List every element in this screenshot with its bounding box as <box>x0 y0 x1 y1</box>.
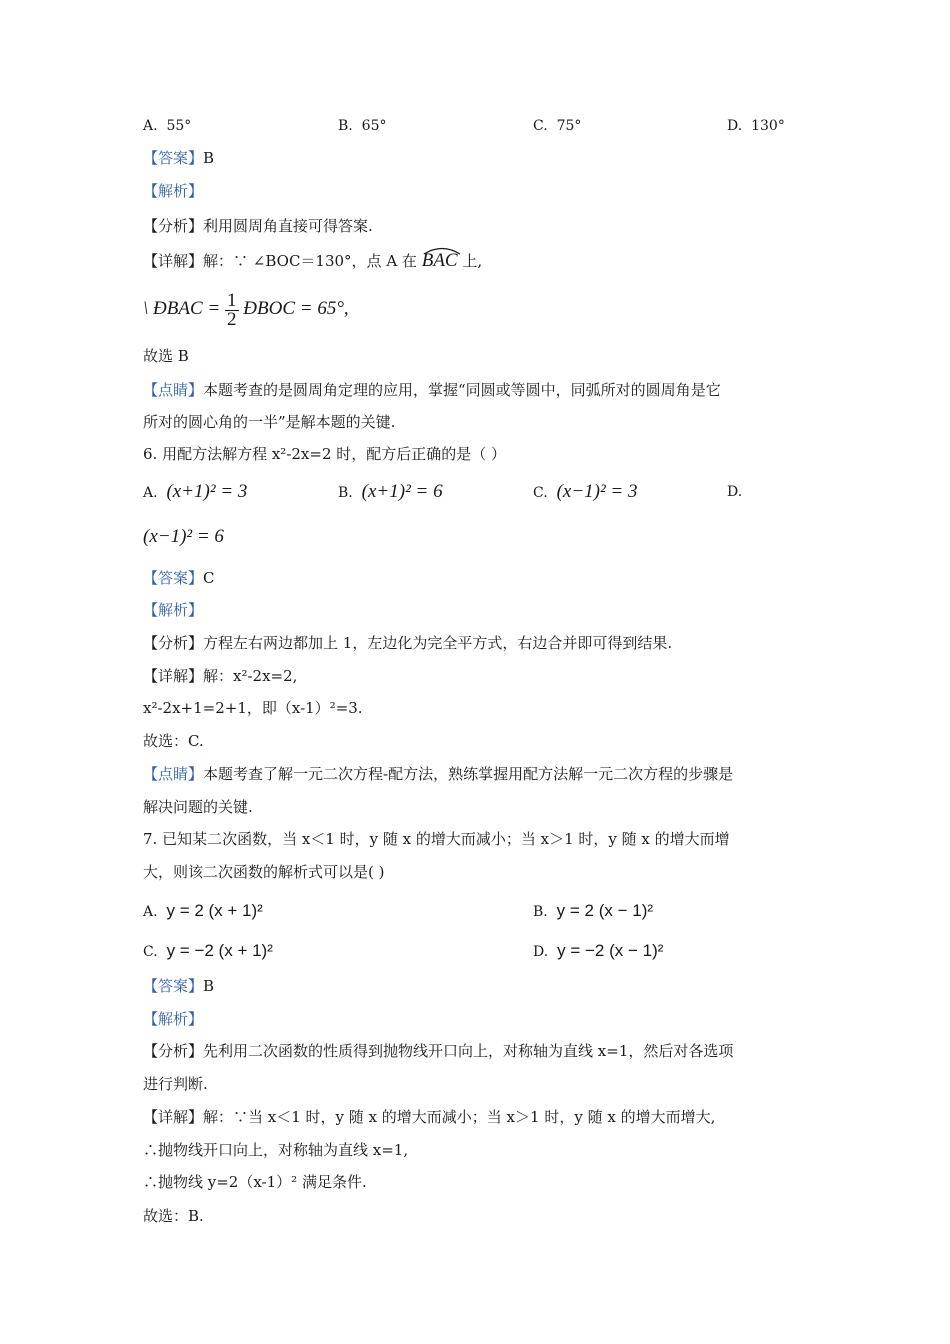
q5-dianjing-2: 所对的圆心角的一半”是解本题的关键. <box>143 413 396 431</box>
q6-option-d-expr: (x−1)² = 6 <box>143 526 224 547</box>
q7-answer: 【答案】B <box>143 977 215 995</box>
q5-answer: 【答案】B <box>143 149 215 167</box>
q5-choose: 故选 B <box>143 347 189 365</box>
q6-dianjing-2: 解决问题的关键. <box>143 798 253 816</box>
q7-line2: ∴抛物线开口向上，对称轴为直线 x=1, <box>143 1141 409 1159</box>
q5-option-b: B. 65° <box>338 118 387 134</box>
arc-bac: BAC <box>422 251 458 271</box>
q6-answer: 【答案】C <box>143 569 215 587</box>
q7-option-a: A. y = 2 (x + 1)² <box>143 901 263 920</box>
q5-analysis-heading: 【解析】 <box>143 182 204 200</box>
q7-choose: 故选：B. <box>143 1207 204 1225</box>
q7-option-d: D. y = −2 (x − 1)² <box>533 941 664 960</box>
q6-option-d: D. <box>727 484 743 500</box>
fraction-half: $\frac{1}{2}$ <box>227 289 237 330</box>
q7-xiangjie: 【详解】解：∵当 x＜1 时，y 随 x 的增大而减小；当 x＞1 时，y 随 x 的增大而增大, <box>143 1108 716 1126</box>
q6-xiangjie: 【详解】解：x²-2x=2, <box>143 667 298 685</box>
arc-mark-icon <box>422 245 462 255</box>
q7-analysis-heading: 【解析】 <box>143 1010 204 1028</box>
q6-choose: 故选：C. <box>143 732 204 750</box>
q6-line2: x²-2x+1=2+1，即（x-1）²=3. <box>143 699 363 717</box>
q7-fenxi-2: 进行判断. <box>143 1075 208 1093</box>
q7-stem-1: 7. 已知某二次函数，当 x＜1 时，y 随 x 的增大而减小；当 x＞1 时，y 随 x 的增大而增 <box>143 830 730 848</box>
q5-fenxi: 【分析】利用圆周角直接可得答案. <box>143 217 373 235</box>
q7-option-c: C. y = −2 (x + 1)² <box>143 941 273 960</box>
q5-xiangjie: 【详解】解：∵ ∠BOC＝130°，点 A 在 BAC 上, <box>143 251 482 271</box>
q5-option-c: C. 75° <box>533 118 582 134</box>
q7-stem-2: 大，则该二次函数的解析式可以是( ) <box>143 863 385 881</box>
q5-option-d: D. 130° <box>727 118 785 134</box>
q6-option-a: A. (x+1)² = 3 <box>143 481 248 502</box>
q5-formula: \ ÐBAC = $\frac{1}{2}$ ÐBOC = 65°, <box>143 289 349 330</box>
q6-fenxi: 【分析】方程左右两边都加上 1，左边化为完全平方式，右边合并即可得到结果. <box>143 634 673 652</box>
q7-option-b: B. y = 2 (x − 1)² <box>533 901 654 920</box>
q7-fenxi-1: 【分析】先利用二次函数的性质得到抛物线开口向上，对称轴为直线 x=1，然后对各选项 <box>143 1042 734 1060</box>
q6-stem: 6. 用配方法解方程 x²-2x=2 时，配方后正确的是（ ） <box>143 445 507 463</box>
q6-option-c: C. (x−1)² = 3 <box>533 481 638 502</box>
q5-dianjing-1: 【点睛】本题考查的是圆周角定理的应用，掌握“同圆或等圆中，同弧所对的圆周角是它 <box>143 381 721 399</box>
q7-line3: ∴抛物线 y=2（x-1）² 满足条件. <box>143 1173 367 1191</box>
q6-analysis-heading: 【解析】 <box>143 601 204 619</box>
q6-option-b: B. (x+1)² = 6 <box>338 481 443 502</box>
q6-dianjing-1: 【点睛】本题考查了解一元二次方程-配方法，熟练掌握用配方法解一元二次方程的步骤是 <box>143 765 734 783</box>
q5-option-a: A. 55° <box>143 118 192 134</box>
